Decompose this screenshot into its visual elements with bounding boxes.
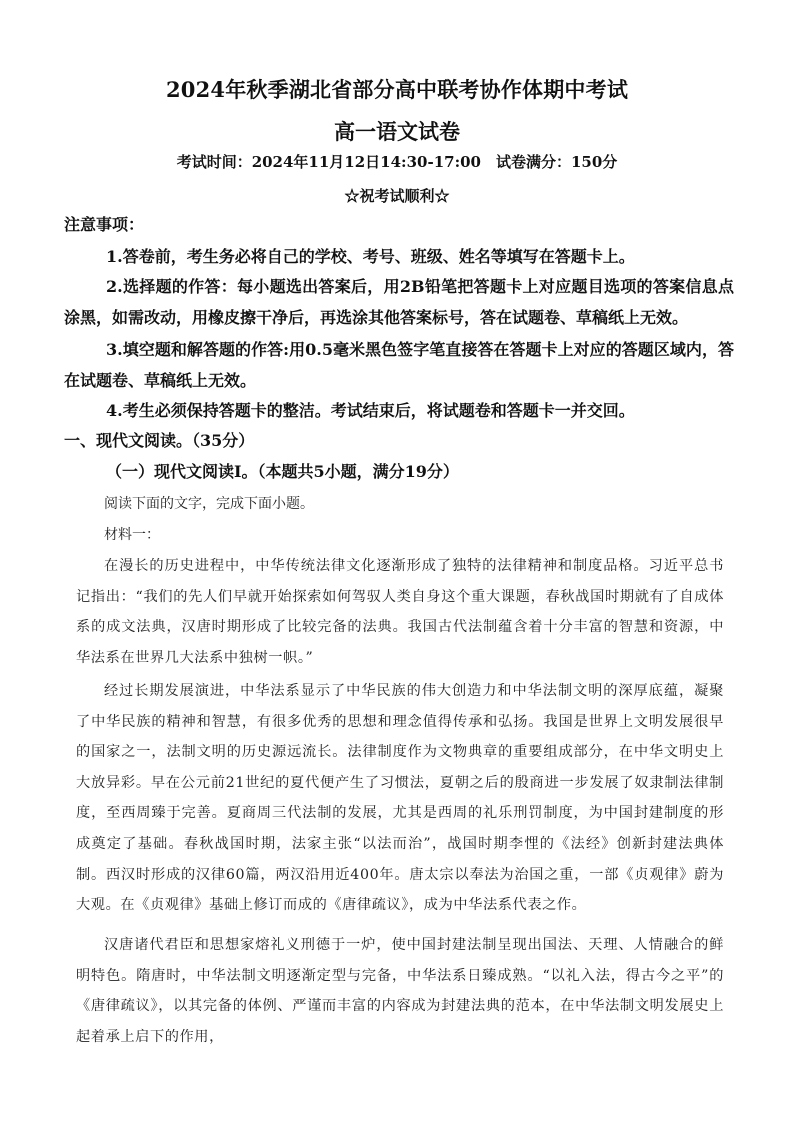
material-paragraph-2: 经过长期发展演进，中华法系显示了中华民族的伟大创造力和中华法制文明的深厚底蕴，凝聚了中华民族的精神和智慧，有很多优秀的思想和理念值得传承和弘扬。我国是世界上文明发展很早的国家之一，法制文明的历史源远流长。法律制度作为文物典章的重要组成部分，在中华文明史上大放异彩。早在公元前21世纪的夏代便产生了习惯法，夏朝之后的殷商进一步发展了奴隶制法律制度，至西周臻于完善。夏商周三代法制的发展，尤其是西周的礼乐刑罚制度，为中国封建制度的形成奠定了基础。春秋战国时期，法家主张“以法而治”，战国时期李悝的《法经》创新封建法典体制。西汉时形成的汉律60篇，两汉沿用近400年。唐太宗以奉法为治国之重，一部《贞观律》蔚为大观。在《贞观律》基础上修订而成的《唐律疏议》，成为中华法系代表之作。 — [76, 683, 724, 914]
material-paragraph-3: 汉唐诸代君臣和思想家熔礼义刑德于一炉，使中国封建法制呈现出国法、天理、人情融合的鲜明特色。隋唐时，中华法制文明逐渐定型与完备，中华法系日臻成熟。“以礼入法，得古今之平”的《唐律疏议》，以其完备的体例、严谨而丰富的内容成为封建法典的范本，在中华法制文明发展史上起着承上启下的作用， — [76, 937, 724, 1045]
note-item-3: 3.填空题和解答题的作答:用0.5毫米黑色签字笔直接答在答题卡上对应的答题区域内，答在试题卷、草稿纸上无效。 — [64, 340, 734, 390]
blessing-line: ☆祝考试顺利☆ — [344, 187, 450, 205]
exam-title: 2024年秋季湖北省部分高中联考协作体期中考试 — [165, 77, 629, 102]
material-label: 材料一： — [104, 527, 160, 543]
notes-heading: 注意事项： — [64, 215, 145, 234]
reading-instruction: 阅读下面的文字，完成下面小题。 — [104, 496, 314, 512]
note-item-2: 2.选择题的作答：每小题选出答案后，用2B铅笔把答题卡上对应题目选项的答案信息点涂黑，如需改动，用橡皮擦干净后，再选涂其他答案标号，答在试题卷、草稿纸上无效。 — [64, 277, 734, 327]
section-subtitle: （一）现代文阅读Ⅰ。（本题共5小题，满分19分） — [106, 462, 459, 481]
exam-info: 考试时间：2024年11月12日14:30-17:00 试卷满分：150分 — [176, 153, 618, 171]
paper-subtitle: 高一语文试卷 — [334, 119, 460, 144]
material-paragraph-1: 在漫长的历史进程中，中华传统法律文化逐渐形成了独特的法律精神和制度品格。习近平总书记指出：“我们的先人们早就开始探索如何驾驭人类自身这个重大课题，春秋战国时期就有了自成体系的成文法典，汉唐时期形成了比较完备的法典。我国古代法制蕴含着十分丰富的智慧和资源，中华法系在世界几大法系中独树一帜。” — [76, 558, 724, 666]
note-item-1: 1.答卷前，考生务必将自己的学校、考号、班级、姓名等填写在答题卡上。 — [106, 247, 635, 266]
section-title: 一、现代文阅读。（35分） — [64, 431, 255, 450]
note-item-4: 4.考生必须保持答题卡的整洁。考试结束后，将试题卷和答题卡一并交回。 — [106, 401, 635, 420]
